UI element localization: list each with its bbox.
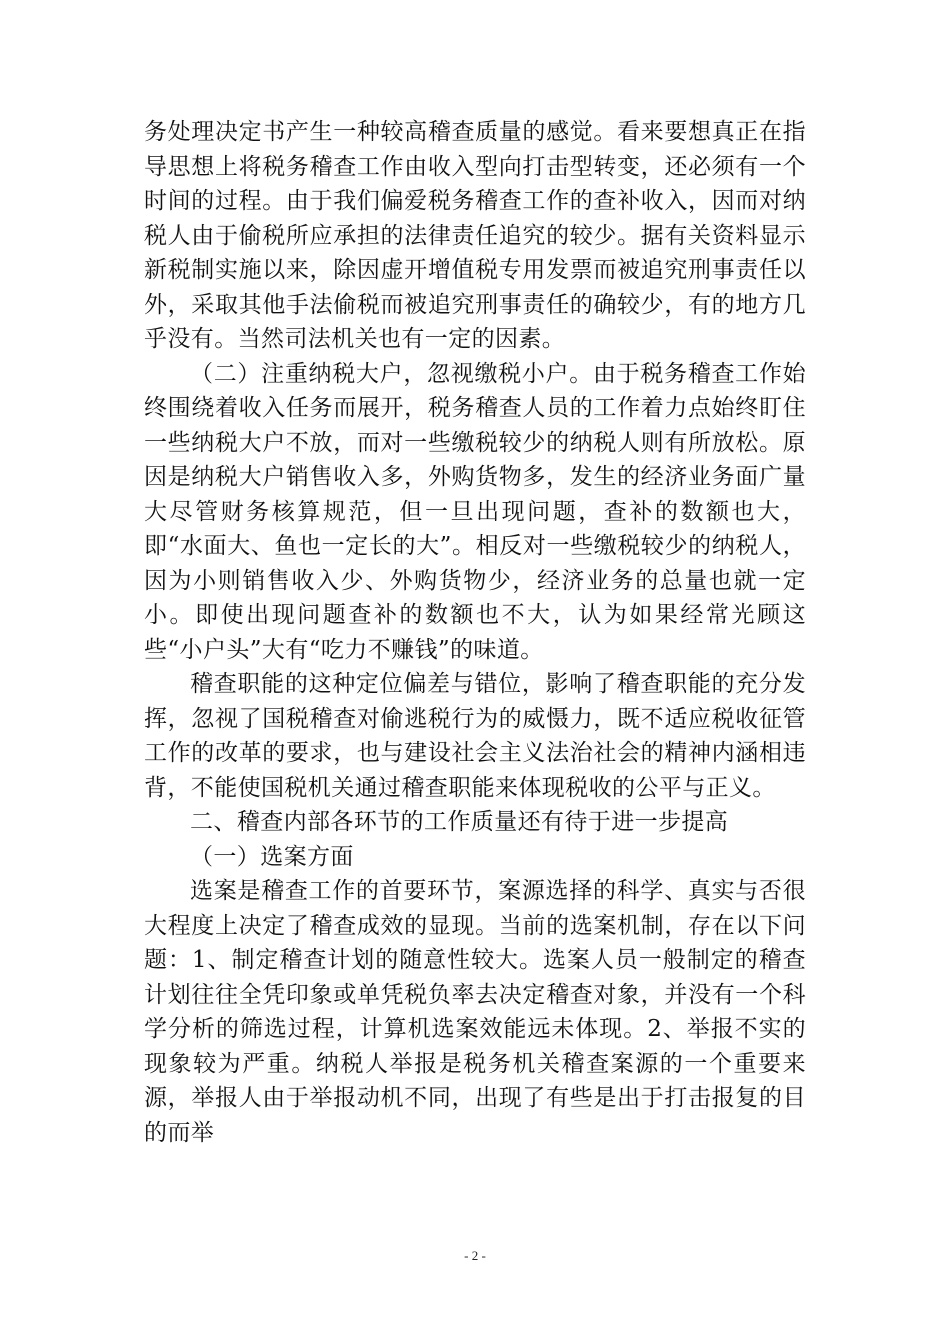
paragraph-case-selection: 选案是稽查工作的首要环节，案源选择的科学、真实与否很大程度上决定了稽查成效的显现。当前的选案机制，存在以下问题：1、制定稽查计划的随意性较大。选案人员一般制定的稽查计划往往全凭印象或单凭税负率去决定稽查对象，并没有一个科学分析的筛选过程，计算机选案效能远未体现。2、举报不实的现象较为严重。纳税人举报是税务机关稽查案源的一个重要来源，举报人由于举报动机不同，出现了有些是出于打击报复的目的而举 [144,878,806,1146]
paragraph-focus-large-taxpayers: （二）注重纳税大户，忽视缴税小户。由于税务稽查工作始终围绕着收入任务而展开，税务稽查人员的工作着力点始终盯住一些纳税大户不放，而对一些缴税较少的纳税人则有所放松。原因是纳税大户销售收入多，外购货物多，发生的经济业务面广量大尽管财务核算规范，但一旦出现问题，查补的数额也大，即“水面大、鱼也一定长的大”。相反对一些缴税较少的纳税人，因为小则销售收入少、外购货物少，经济业务的总量也就一定小。即使出现问题查补的数额也不大，认为如果经常光顾这些“小户头”大有“吃力不赚钱”的味道。 [144,360,806,663]
subsection-heading-case-selection: （一）选案方面 [190,843,354,870]
body-text [144,115,806,1150]
section-heading-internal-quality: 二、稽查内部各环节的工作质量还有待于进一步提高 [190,809,729,835]
paragraph-continuation: 务处理决定书产生一种较高稽查质量的感觉。看来要想真正在指导思想上将税务稽查工作由收入型向打击型转变，还必须有一个时间的过程。由于我们偏爱税务稽查工作的查补收入，因而对纳税人由于偷税所应承担的法律责任追究的较少。据有关资料显示新税制实施以来，除因虚开增值税专用发票而被追究刑事责任以外，采取其他手法偷税而被追究刑事责任的确较少，有的地方几乎没有。当然司法机关也有一定的因素。 [144,119,806,352]
paragraph-function-deviation: 稽查职能的这种定位偏差与错位，影响了稽查职能的充分发挥，忽视了国税稽查对偷逃税行为的威慑力，既不适应税收征管工作的改革的要求，也与建设社会主义法治社会的精神内涵相违背，不能使国税机关通过稽查职能来体现税收的公平与正义。 [144,671,806,801]
page-number: - 2 - [464,1248,486,1263]
